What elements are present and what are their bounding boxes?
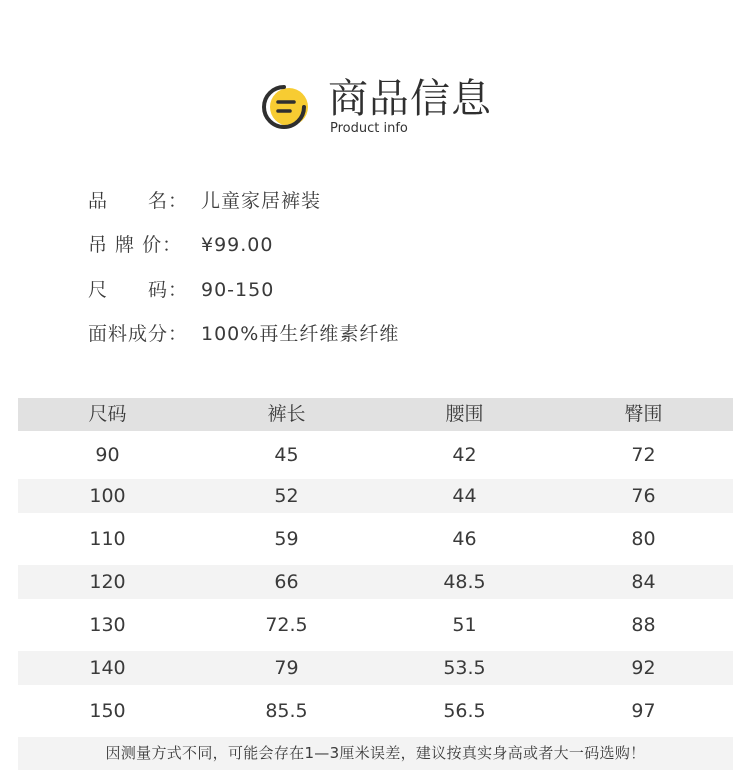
table-cell: 90: [95, 444, 120, 466]
column-header: 尺码: [88, 403, 127, 425]
table-cell: 84: [631, 571, 656, 593]
table-cell: 110: [89, 528, 126, 550]
section-header: [262, 74, 522, 144]
column-header: 腰围: [445, 403, 484, 425]
table-cell: 97: [631, 700, 656, 722]
table-row: [18, 651, 733, 685]
measurement-note: 因测量方式不同，可能会存在1—3厘米误差，建议按真实身高或者大一码选购！: [18, 737, 733, 770]
table-row: [18, 694, 733, 728]
table-row: [18, 438, 733, 472]
table-cell: 92: [631, 657, 656, 679]
table-cell: 80: [631, 528, 656, 550]
table-cell: 45: [274, 444, 299, 466]
column-header: 臀围: [624, 403, 663, 425]
page-subtitle: Product info: [330, 121, 408, 136]
info-row-fabric: [88, 319, 588, 349]
table-cell: 72: [631, 444, 656, 466]
table-header: [18, 398, 733, 431]
table-row: [18, 608, 733, 642]
table-cell: 72.5: [265, 614, 308, 636]
table-cell: 48.5: [443, 571, 486, 593]
table-cell: 42: [452, 444, 477, 466]
table-cell: 44: [452, 485, 477, 507]
info-value: ¥99.00: [201, 234, 274, 256]
table-cell: 59: [274, 528, 299, 550]
table-cell: 79: [274, 657, 299, 679]
table-cell: 88: [631, 614, 656, 636]
table-cell: 76: [631, 485, 656, 507]
table-row: [18, 479, 733, 513]
info-value: 儿童家居裤装: [201, 190, 322, 212]
page-title: 商品信息: [328, 76, 492, 122]
info-value: 100%再生纤维素纤维: [201, 323, 400, 345]
info-label: 面料成分：: [88, 323, 189, 345]
table-cell: 100: [89, 485, 126, 507]
table-cell: 120: [89, 571, 126, 593]
info-label: 吊 牌 价：: [88, 234, 183, 256]
table-cell: 56.5: [443, 700, 486, 722]
table-cell: 52: [274, 485, 299, 507]
table-row: [18, 522, 733, 556]
table-cell: 85.5: [265, 700, 308, 722]
table-cell: 130: [89, 614, 126, 636]
info-label: 品 名：: [88, 190, 189, 212]
document-icon: [262, 82, 312, 132]
info-value: 90-150: [201, 279, 275, 301]
table-row: [18, 565, 733, 599]
table-cell: 53.5: [443, 657, 486, 679]
info-row-size: [88, 275, 588, 305]
table-cell: 46: [452, 528, 477, 550]
table-cell: 150: [89, 700, 126, 722]
column-header: 裤长: [267, 403, 306, 425]
info-row-name: [88, 186, 588, 216]
info-row-price: [88, 230, 588, 260]
table-cell: 51: [452, 614, 477, 636]
table-cell: 140: [89, 657, 126, 679]
table-cell: 66: [274, 571, 299, 593]
info-label: 尺 码：: [88, 279, 189, 301]
